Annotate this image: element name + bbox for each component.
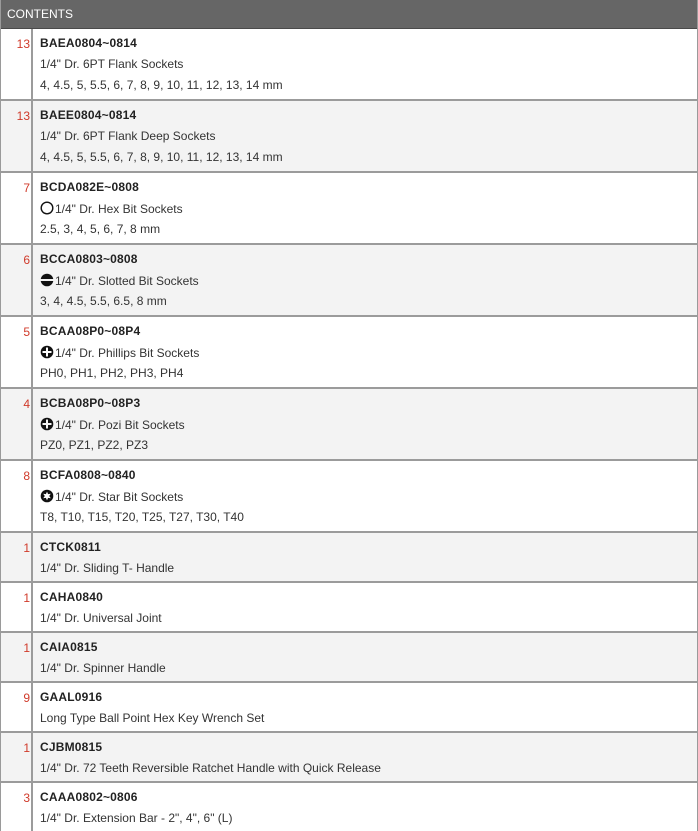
item-desc: 1/4" Dr. Star Bit Sockets [55, 490, 184, 504]
table-row [1, 317, 697, 389]
item-qty: 13 [1, 29, 33, 99]
item-code: CAIA0815 [40, 640, 98, 654]
item-desc: Long Type Ball Point Hex Key Wrench Set [40, 711, 265, 725]
item-code: BCDA082E~0808 [40, 180, 139, 194]
item-info [33, 29, 697, 99]
item-info [33, 533, 697, 581]
table-row [1, 783, 697, 831]
item-info [33, 461, 697, 531]
item-info [33, 583, 697, 631]
item-desc: 1/4" Dr. Universal Joint [40, 611, 162, 625]
table-row [1, 29, 697, 101]
item-code: GAAL0916 [40, 690, 103, 704]
item-desc-line [40, 489, 697, 510]
item-desc: 1/4" Dr. Pozi Bit Sockets [55, 418, 185, 432]
table-row [1, 733, 697, 783]
table-row [1, 101, 697, 173]
phillips-bit-icon [40, 345, 54, 359]
item-qty: 1 [1, 583, 33, 631]
table-row [1, 633, 697, 683]
item-qty: 1 [1, 633, 33, 681]
pozi-bit-icon [40, 417, 54, 431]
star-bit-icon [40, 489, 54, 503]
item-code: BAEA0804~0814 [40, 36, 138, 50]
item-qty: 5 [1, 317, 33, 387]
item-qty: 13 [1, 101, 33, 171]
item-code: CAAA0802~0806 [40, 790, 138, 804]
item-desc-line [40, 273, 697, 294]
table-row [1, 683, 697, 733]
item-sizes: 4, 4.5, 5, 5.5, 6, 7, 8, 9, 10, 11, 12, 13, 14 mm [40, 78, 283, 92]
table-row [1, 245, 697, 317]
item-desc: 1/4" Dr. 72 Teeth Reversible Ratchet Handle with Quick Release [40, 761, 381, 775]
item-desc: 1/4" Dr. Extension Bar - 2", 4", 6" (L) [40, 811, 233, 825]
item-desc: 1/4" Dr. Sliding T- Handle [40, 561, 175, 575]
item-code: BAEE0804~0814 [40, 108, 137, 122]
item-code: BCCA0803~0808 [40, 252, 138, 266]
item-code: CAHA0840 [40, 590, 103, 604]
item-desc-line [40, 201, 697, 222]
item-sizes: 2.5, 3, 4, 5, 6, 7, 8 mm [40, 222, 161, 236]
item-info [33, 173, 697, 243]
item-desc: 1/4" Dr. 6PT Flank Deep Sockets [40, 129, 216, 143]
item-qty: 8 [1, 461, 33, 531]
hex-bit-icon [40, 201, 54, 215]
item-info [33, 101, 697, 171]
item-qty: 6 [1, 245, 33, 315]
table-row [1, 389, 697, 461]
item-code: BCAA08P0~08P4 [40, 324, 141, 338]
item-desc: 1/4" Dr. 6PT Flank Sockets [40, 57, 184, 71]
item-sizes: 3, 4, 4.5, 5.5, 6.5, 8 mm [40, 294, 167, 308]
item-qty: 4 [1, 389, 33, 459]
item-info [33, 389, 697, 459]
item-code: BCFA0808~0840 [40, 468, 136, 482]
item-sizes: 4, 4.5, 5, 5.5, 6, 7, 8, 9, 10, 11, 12, 13, 14 mm [40, 150, 283, 164]
item-sizes: PZ0, PZ1, PZ2, PZ3 [40, 438, 149, 452]
item-info [33, 633, 697, 681]
item-desc-line [40, 345, 697, 366]
item-info [33, 733, 697, 781]
item-desc: 1/4" Dr. Slotted Bit Sockets [55, 274, 199, 288]
item-qty: 1 [1, 733, 33, 781]
item-desc: 1/4" Dr. Phillips Bit Sockets [55, 346, 200, 360]
table-row [1, 461, 697, 533]
item-sizes: PH0, PH1, PH2, PH3, PH4 [40, 366, 184, 380]
item-info [33, 317, 697, 387]
item-desc-line [40, 417, 697, 438]
table-row [1, 173, 697, 245]
item-info [33, 783, 697, 831]
table-row [1, 533, 697, 583]
item-info [33, 683, 697, 731]
item-qty: 7 [1, 173, 33, 243]
item-code: BCBA08P0~08P3 [40, 396, 141, 410]
item-desc: 1/4" Dr. Hex Bit Sockets [55, 202, 183, 216]
table-row [1, 583, 697, 633]
item-qty: 9 [1, 683, 33, 731]
item-qty: 3 [1, 783, 33, 831]
item-code: CJBM0815 [40, 740, 103, 754]
item-code: CTCK0811 [40, 540, 101, 554]
item-desc: 1/4" Dr. Spinner Handle [40, 661, 166, 675]
slotted-bit-icon [40, 273, 54, 287]
item-info [33, 245, 697, 315]
contents-header: CONTENTS [1, 0, 697, 29]
item-qty: 1 [1, 533, 33, 581]
item-sizes: T8, T10, T15, T20, T25, T27, T30, T40 [40, 510, 244, 524]
